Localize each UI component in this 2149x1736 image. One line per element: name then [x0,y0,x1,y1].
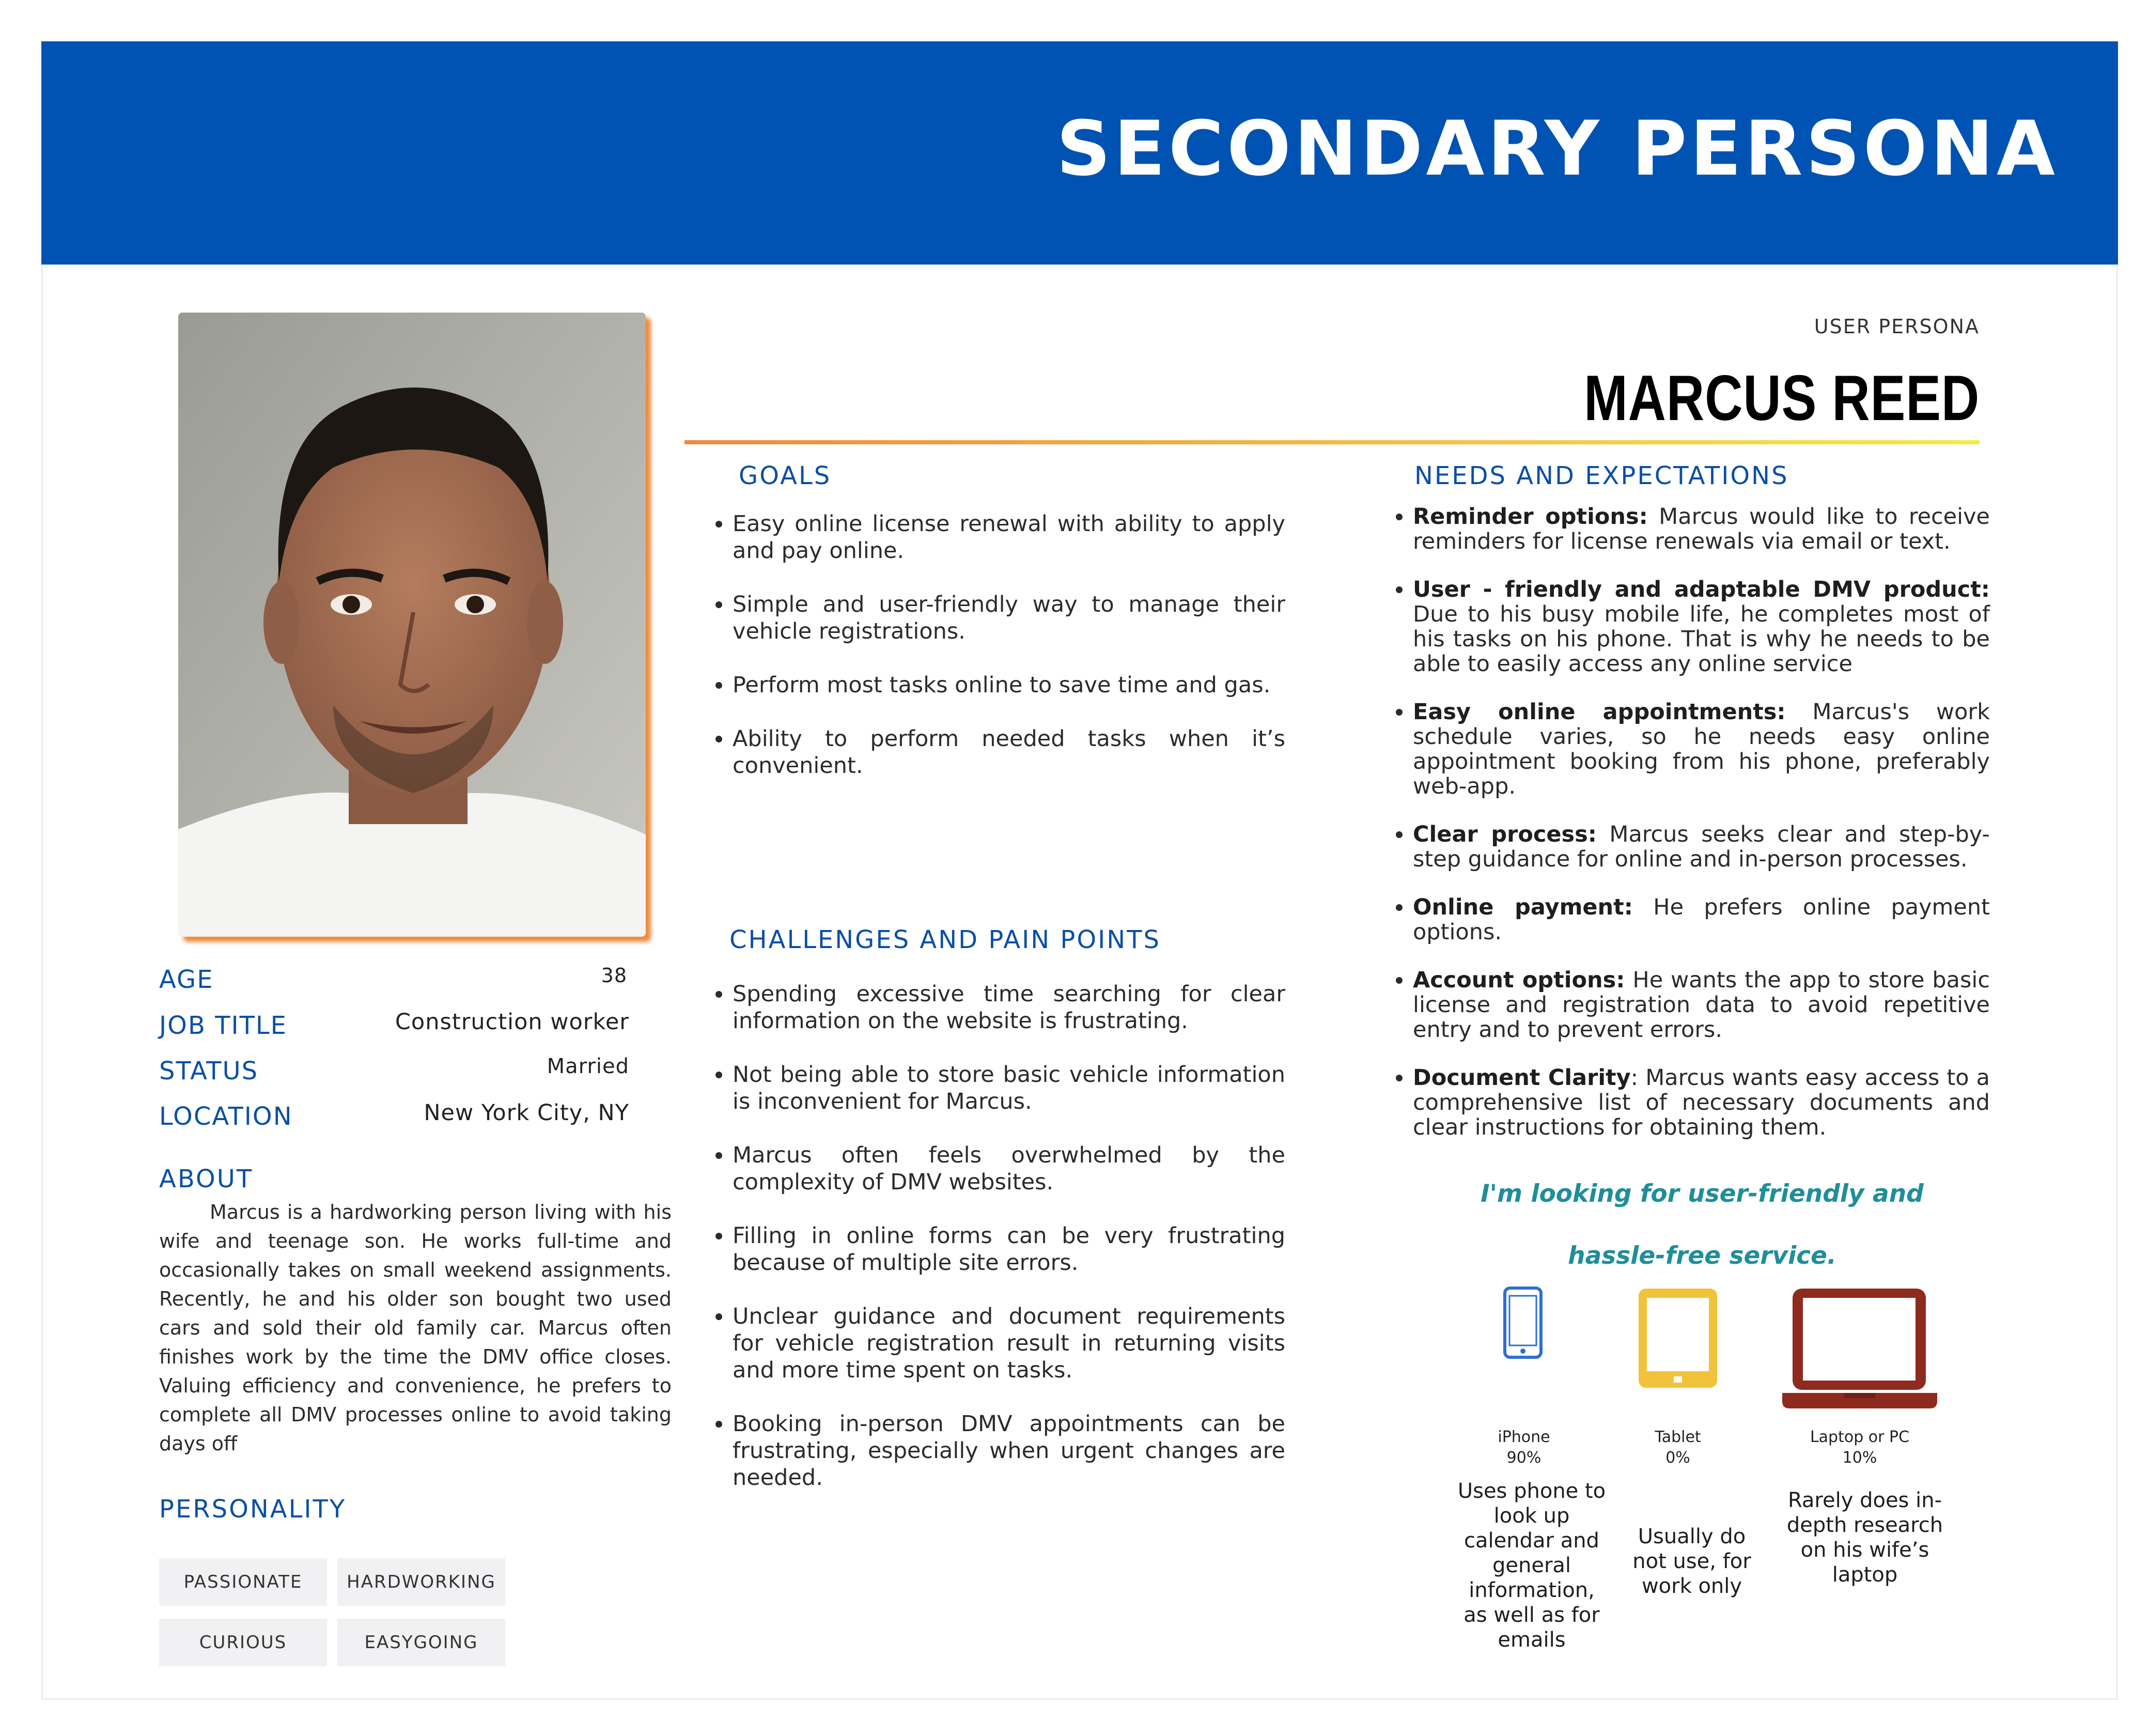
need-text: Marcus seeks clear and step-by-step guidance for online and in-person processes. [1413,822,1990,872]
tablet-icon [1637,1287,1719,1392]
persona-photo [178,313,646,937]
list-item [1413,895,1990,944]
list-item: • Easy online license renewal with ability to apply and pay online. [733,510,1285,564]
need-text: Marcus would like to receive reminders for license renewals via email or text. [1413,504,1990,554]
info-value: 38 [601,964,627,987]
need-text: Marcus's work schedule varies, so he needs easy online appointment booking from his phone, preferably web-app. [1413,699,1990,799]
quote-line-2: hassle-free service. [1568,1242,1836,1270]
challenges-list [707,981,1285,1518]
need-title: User - friendly and adaptable DMV product: [1413,577,1990,602]
need-title: Clear process: [1413,822,1597,847]
device-share: 10% [1842,1449,1877,1467]
gradient-divider [684,440,1980,444]
need-text: Due to his busy mobile life, he completes most of his tasks on his phone. That is why he needs to be able to easily access any online service [1413,601,1990,677]
persona-type-label: USER PERSONA [1814,315,1980,338]
phone-icon [1503,1287,1543,1361]
device-name: Laptop or PC [1810,1428,1910,1446]
info-row-job-title [159,1011,629,1047]
device-label-iphone [1472,1427,1576,1468]
info-row-age [159,965,629,1001]
portrait-illustration [178,313,646,937]
info-row-status [159,1057,629,1093]
list-item: • Unclear guidance and document requirements for vehicle registration result in returning visits and more time spent on tasks. [733,1303,1285,1384]
personality-tag: CURIOUS [159,1619,327,1666]
device-desc-iphone: Uses phone to look up calendar and general information, as well as for emails [1457,1479,1606,1652]
need-text: He wants the app to store basic license and registration data to avoid repetitive entry and to prevent errors. [1413,967,1990,1043]
list-item [1413,700,1990,799]
list-item: • Not being able to store basic vehicle information is inconvenient for Marcus. [733,1061,1285,1115]
need-title: Document Clarity [1413,1065,1631,1091]
device-name: Tablet [1655,1428,1701,1446]
device-name: iPhone [1498,1428,1550,1446]
page-title: SECONDARY PERSONA [1056,105,2058,193]
personality-tag: HARDWORKING [337,1558,505,1606]
personality-heading: PERSONALITY [159,1495,347,1524]
device-label-tablet [1626,1427,1730,1468]
list-item [1413,1065,1990,1140]
goals-list [707,510,1285,806]
list-item: • Ability to perform needed tasks when it’s convenient. [733,725,1285,779]
list-item: • Marcus often feels overwhelmed by the complexity of DMV websites. [733,1142,1285,1196]
persona-name: MARCUS REED [1583,363,1980,434]
laptop-icon [1782,1287,1937,1413]
about-text: Marcus is a hardworking person living with his wife and teenage son. He works full-time and occasionally takes on small weekend assignments. Recently, he and his older son bought two used cars and sold their old family car. Marcus often finishes work by the time the DMV office closes. Valuing efficiency and convenience, he prefers to complete all DMV processes online to avoid taking days off [159,1201,672,1455]
goals-heading: GOALS [739,461,832,490]
list-item: • Booking in-person DMV appointments can be frustrating, especially when urgent changes are needed. [733,1411,1285,1491]
list-item: • Perform most tasks online to save time and gas. [733,672,1285,699]
list-item [1413,577,1990,676]
info-label: LOCATION [159,1102,293,1131]
info-label: JOB TITLE [159,1011,287,1040]
need-title: Easy online appointments: [1413,699,1786,725]
personality-tag: PASSIONATE [159,1558,327,1606]
device-desc-tablet: Usually do not use, for work only [1632,1525,1751,1598]
personality-tag: EASYGOING [337,1619,505,1666]
device-desc-laptop: Rarely does in-depth research on his wife’s laptop [1786,1489,1943,1587]
list-item [1413,968,1990,1042]
need-text: He prefers online payment options. [1413,894,1990,945]
info-label: STATUS [159,1057,259,1086]
about-heading: ABOUT [159,1165,254,1194]
info-label: AGE [159,965,214,994]
list-item [1413,504,1990,554]
list-item: • Simple and user-friendly way to manage their vehicle registrations. [733,591,1285,645]
list-item [1413,822,1990,872]
need-title: Reminder options: [1413,504,1648,530]
device-share: 90% [1506,1449,1541,1467]
needs-list [1387,504,1990,1163]
quote-line-1: I'm looking for user-friendly and [1481,1180,1924,1208]
info-value: Married [547,1055,629,1078]
needs-heading: NEEDS AND EXPECTATIONS [1414,461,1789,490]
info-value: Construction worker [395,1009,629,1035]
info-value: New York City, NY [424,1100,629,1126]
device-share: 0% [1665,1449,1690,1467]
need-title: Account options: [1413,967,1625,993]
list-item: • Spending excessive time searching for clear information on the website is frustrating. [733,981,1285,1034]
device-label-laptop [1782,1427,1937,1468]
challenges-heading: CHALLENGES AND PAIN POINTS [729,925,1161,954]
need-title: Online payment: [1413,894,1633,920]
info-row-location [159,1102,629,1138]
need-text: : Marcus wants easy access to a comprehensive list of necessary documents and clear instructions for obtaining them. [1413,1065,1990,1140]
list-item: • Filling in online forms can be very frustrating because of multiple site errors. [733,1222,1285,1276]
